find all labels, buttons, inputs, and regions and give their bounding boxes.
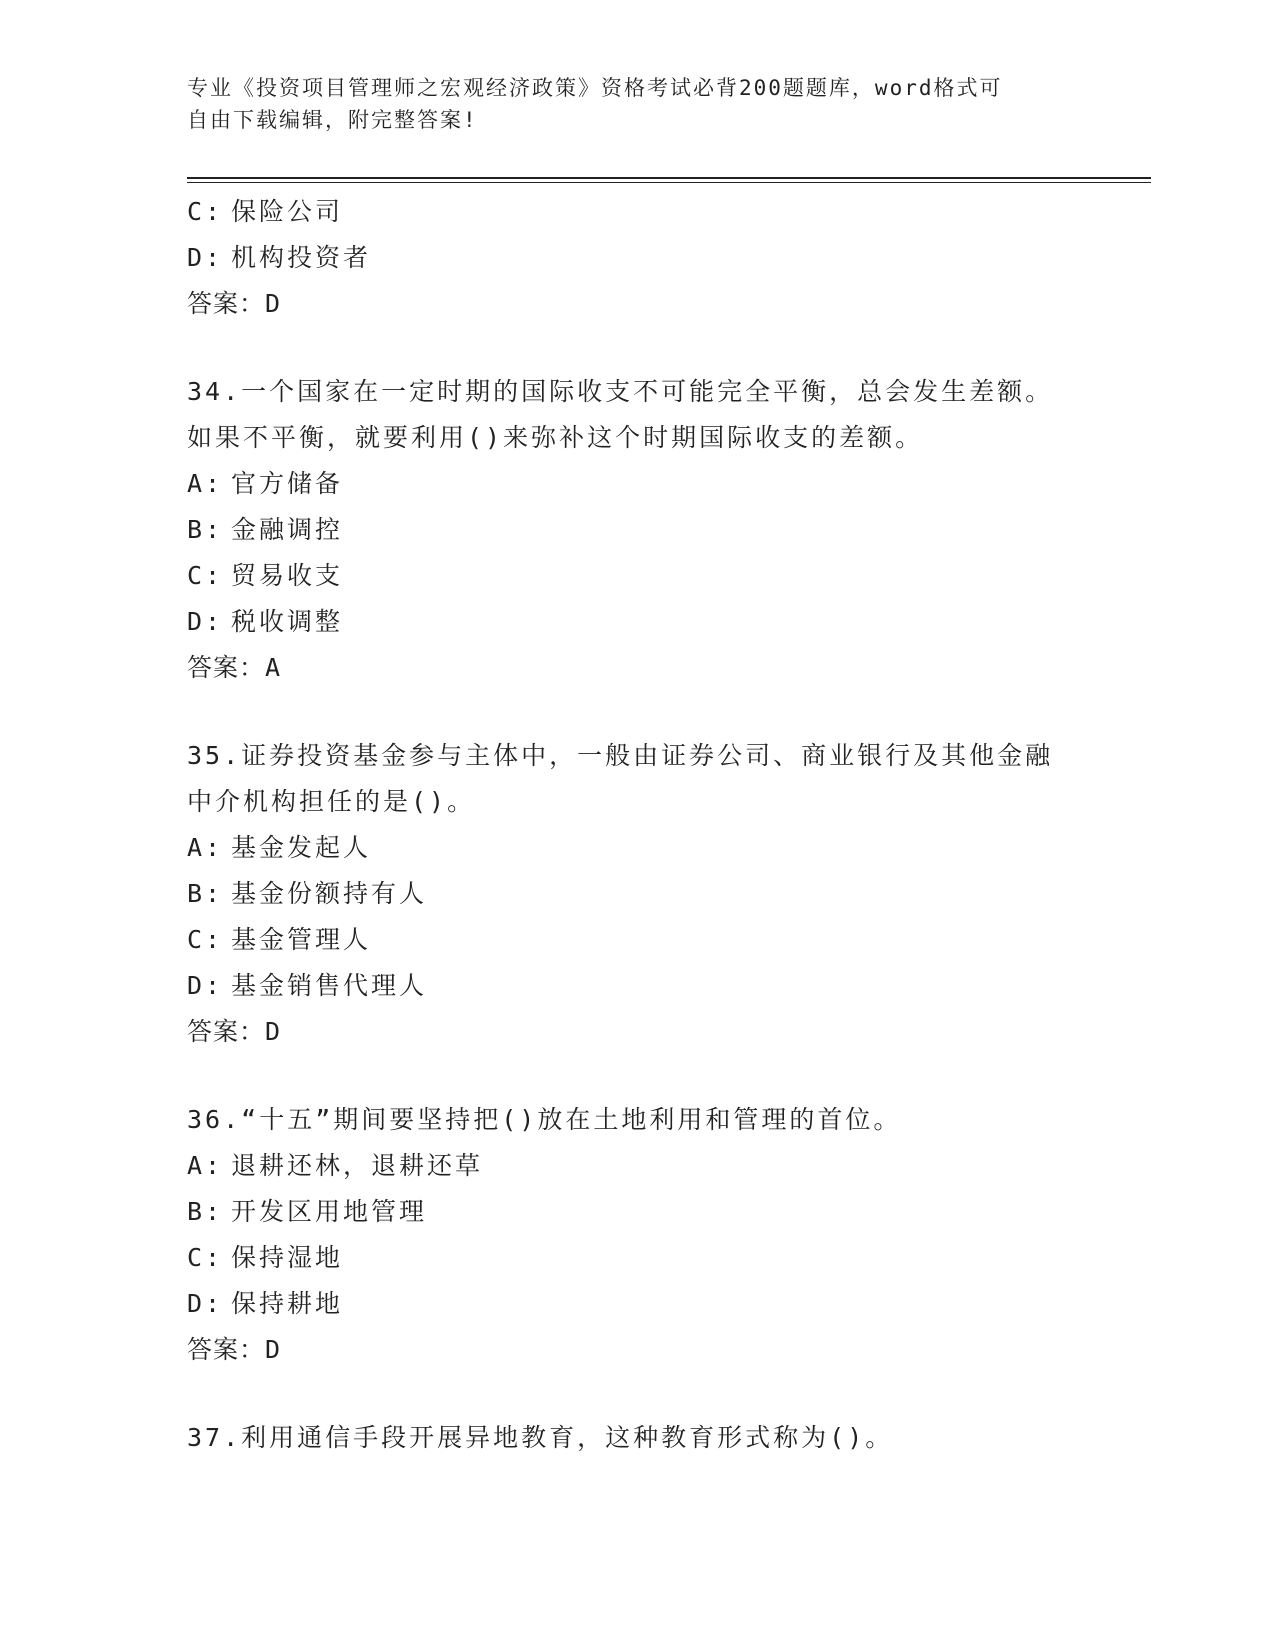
option-a — [187, 825, 1087, 871]
option-letter: C: — [187, 561, 224, 590]
option-text: 基金份额持有人 — [231, 879, 428, 908]
option-a — [187, 1143, 1087, 1189]
answer-line: 答案：D — [187, 289, 282, 318]
question-stem-line: 中介机构担任的是()。 — [187, 787, 476, 816]
question-stem-line: 34.一个国家在一定时期的国际收支不可能完全平衡，总会发生差额。 — [187, 377, 1054, 406]
question-34 — [187, 369, 1087, 691]
option-letter: D: — [187, 1289, 224, 1318]
option-c — [187, 917, 1087, 963]
option-letter: C: — [187, 925, 224, 954]
option-letter: B: — [187, 879, 224, 908]
option-text: 保持湿地 — [231, 1243, 344, 1272]
option-letter: B: — [187, 515, 224, 544]
option-b — [187, 871, 1087, 917]
option-letter: A: — [187, 469, 224, 498]
option-d — [187, 235, 1087, 281]
option-text: 税收调整 — [231, 607, 344, 636]
option-letter: C: — [187, 197, 224, 226]
question-list — [187, 189, 1087, 1461]
question-33-continued — [187, 189, 1087, 327]
header-rule-thin — [187, 182, 1151, 183]
question-stem-line: 35.证券投资基金参与主体中，一般由证券公司、商业银行及其他金融 — [187, 741, 1054, 770]
option-text: 官方储备 — [231, 469, 344, 498]
option-text: 基金销售代理人 — [231, 971, 428, 1000]
option-letter: D: — [187, 607, 224, 636]
question-stem-line: 如果不平衡，就要利用()来弥补这个时期国际收支的差额。 — [187, 423, 924, 452]
option-b — [187, 1189, 1087, 1235]
question-stem-line: 36.“十五”期间要坚持把()放在土地利用和管理的首位。 — [187, 1105, 902, 1134]
option-letter: B: — [187, 1197, 224, 1226]
option-letter: A: — [187, 833, 224, 862]
question-stem-line: 37.利用通信手段开展异地教育，这种教育形式称为()。 — [187, 1423, 894, 1452]
option-text: 保险公司 — [231, 197, 344, 226]
option-letter: D: — [187, 971, 224, 1000]
answer-line: 答案：D — [187, 1017, 282, 1046]
option-c — [187, 189, 1087, 235]
option-c — [187, 1235, 1087, 1281]
header-title-line-1: 专业《投资项目管理师之宏观经济政策》资格考试必背200题题库，word格式可 — [187, 76, 1003, 100]
option-text: 保持耕地 — [231, 1289, 344, 1318]
option-text: 退耕还林，退耕还草 — [231, 1151, 484, 1180]
option-c — [187, 553, 1087, 599]
option-d — [187, 1281, 1087, 1327]
question-37 — [187, 1415, 1087, 1461]
option-a — [187, 461, 1087, 507]
answer-line: 答案：D — [187, 1335, 282, 1364]
question-35 — [187, 733, 1087, 1055]
option-text: 基金发起人 — [231, 833, 372, 862]
option-d — [187, 963, 1087, 1009]
option-text: 金融调控 — [231, 515, 344, 544]
document-header — [187, 72, 1067, 136]
option-text: 基金管理人 — [231, 925, 372, 954]
option-letter: A: — [187, 1151, 224, 1180]
option-text: 机构投资者 — [231, 243, 372, 272]
option-d — [187, 599, 1087, 645]
question-36 — [187, 1097, 1087, 1373]
option-b — [187, 507, 1087, 553]
option-text: 贸易收支 — [231, 561, 344, 590]
header-rule-thick — [187, 177, 1151, 179]
option-letter: C: — [187, 1243, 224, 1272]
answer-line: 答案：A — [187, 653, 282, 682]
header-title-line-2: 自由下载编辑，附完整答案! — [187, 108, 478, 132]
option-letter: D: — [187, 243, 224, 272]
option-text: 开发区用地管理 — [231, 1197, 428, 1226]
